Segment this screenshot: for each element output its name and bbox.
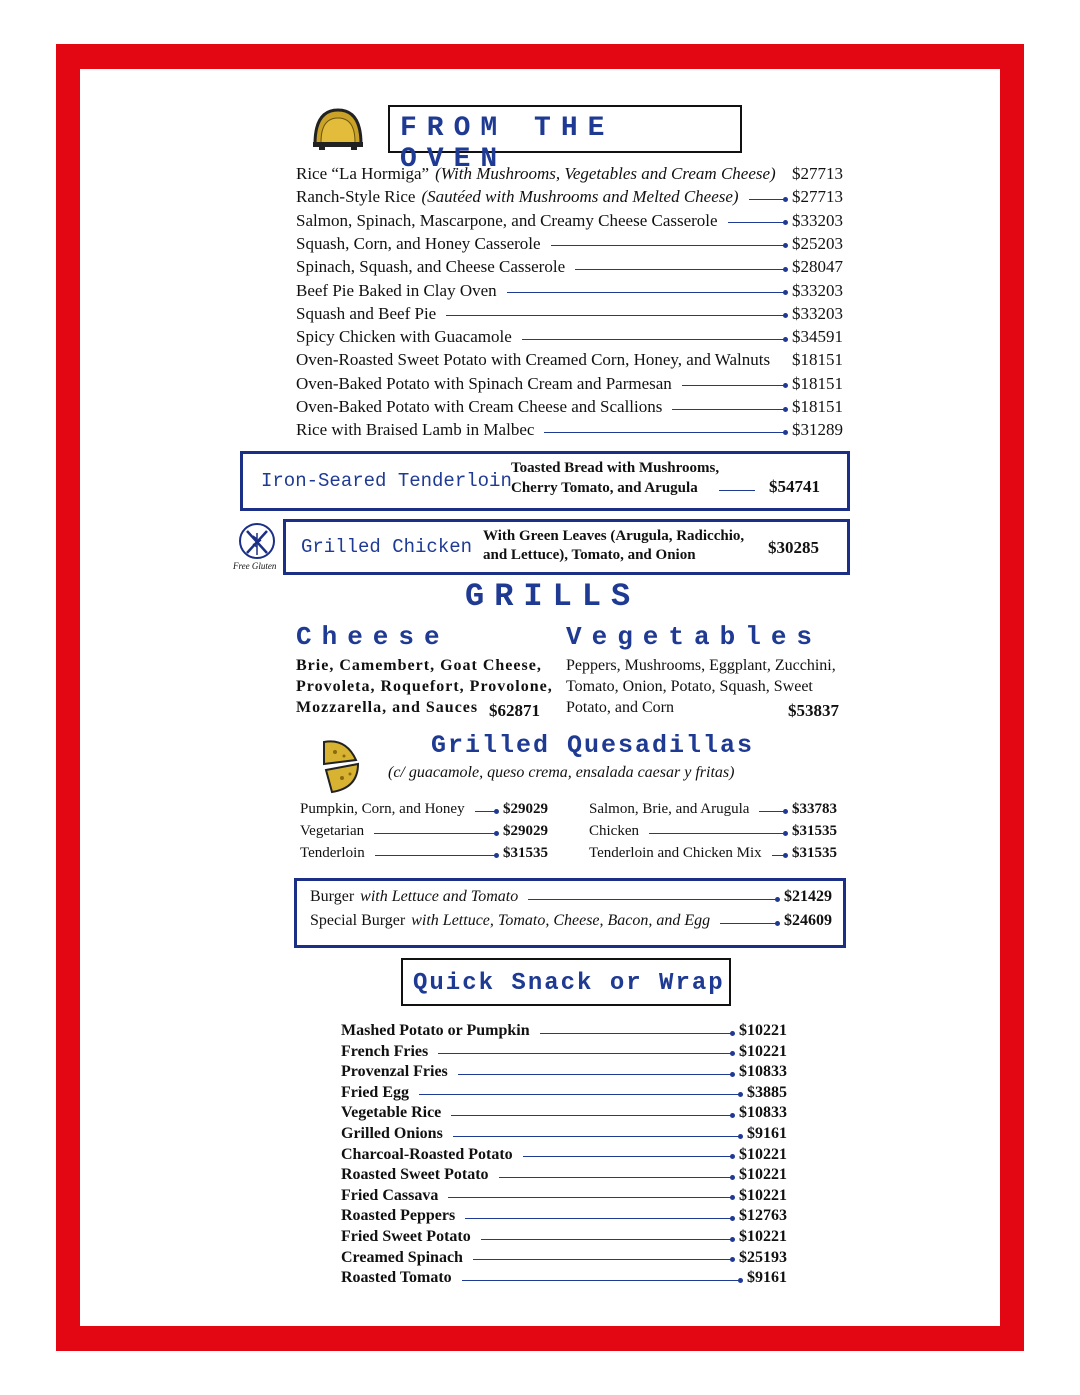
tenderloin-leader xyxy=(719,490,755,491)
item-name: Rice “La Hormiga” xyxy=(296,164,430,183)
item-name: Roasted Tomato xyxy=(341,1269,452,1287)
item-price: $27713 xyxy=(792,187,843,207)
oven-item xyxy=(296,187,843,207)
leader-line xyxy=(523,1156,733,1157)
vegetables-price: $53837 xyxy=(788,701,839,720)
item-price: $25193 xyxy=(739,1248,787,1266)
item-description: with Lettuce, Tomato, Cheese, Bacon, and Egg xyxy=(411,912,711,929)
item-name: Grilled Onions xyxy=(341,1125,443,1142)
item-name: Burger xyxy=(310,888,355,905)
item-name: Rice with Braised Lamb in Malbec xyxy=(296,420,535,440)
tenderloin-desc-1: Toasted Bread with Mushrooms, xyxy=(511,460,720,476)
snack-item xyxy=(341,1187,787,1205)
leader-line xyxy=(540,1033,733,1034)
leader-line xyxy=(451,1115,733,1116)
item-name: Roasted Sweet Potato xyxy=(341,1166,489,1184)
oven-title: FROM THE OVEN xyxy=(400,113,615,175)
cheese-line-3: Mozzarella, and Sauces xyxy=(296,699,479,716)
item-price: $10221 xyxy=(739,1228,787,1245)
leader-line xyxy=(419,1094,741,1095)
item-price: $10221 xyxy=(739,1145,787,1163)
item-price: $31289 xyxy=(792,420,843,440)
item-description: (With Mushrooms, Vegetables and Cream Cheese) xyxy=(435,164,776,183)
leader-line xyxy=(772,855,786,856)
leader-line xyxy=(528,899,778,900)
cheese-line-1: Brie, Camembert, Goat Cheese, xyxy=(296,657,542,674)
burger-item xyxy=(310,888,832,906)
item-price: $10221 xyxy=(739,1186,787,1204)
item-price: $24609 xyxy=(784,912,832,929)
item-price: $25203 xyxy=(792,233,843,253)
leader-line xyxy=(749,199,786,200)
snack-item xyxy=(341,1104,787,1122)
item-name: Chicken xyxy=(589,823,639,839)
snack-item xyxy=(341,1063,787,1081)
item-name: Pumpkin, Corn, and Honey xyxy=(300,801,465,817)
leader-line xyxy=(438,1053,733,1054)
snack-item xyxy=(341,1166,787,1184)
item-name: Oven-Roasted Sweet Potato with Creamed Corn, Honey, and Walnuts xyxy=(296,350,771,370)
oven-item xyxy=(296,327,843,347)
oven-item xyxy=(296,374,843,394)
item-name: Vegetable Rice xyxy=(341,1104,442,1122)
vegetables-line-1: Peppers, Mushrooms, Eggplant, Zucchini, xyxy=(566,657,836,674)
clay-oven-icon xyxy=(311,106,365,150)
item-name: Provenzal Fries xyxy=(341,1063,448,1081)
item-price: $3885 xyxy=(747,1083,787,1101)
item-price: $28047 xyxy=(792,257,843,277)
grills-title: GRILLS xyxy=(465,578,641,615)
vegetables-line-2: Tomato, Onion, Potato, Squash, Sweet xyxy=(566,678,813,695)
item-name: Special Burger xyxy=(310,912,406,929)
chicken-price: $30285 xyxy=(768,538,819,557)
tenderloin-title: Iron-Seared Tenderloin xyxy=(261,470,512,492)
leader-line xyxy=(551,245,786,246)
item-name: Vegetarian xyxy=(300,823,365,839)
snack-item xyxy=(341,1125,787,1143)
item-name: Roasted Peppers xyxy=(341,1207,456,1225)
snack-title-box xyxy=(401,958,731,1006)
oven-item xyxy=(296,397,843,417)
leader-line xyxy=(453,1136,741,1137)
cheese-price: $62871 xyxy=(489,701,540,720)
item-price: $31535 xyxy=(792,823,837,839)
item-name: Tenderloin xyxy=(300,845,365,861)
item-price: $18151 xyxy=(792,350,843,370)
snack-item xyxy=(341,1084,787,1102)
item-name: Fried Egg xyxy=(341,1083,409,1101)
item-price: $18151 xyxy=(792,397,843,416)
leader-line xyxy=(649,833,786,834)
chicken-desc-1: With Green Leaves (Arugula, Radicchio, xyxy=(483,528,745,544)
item-price: $10221 xyxy=(739,1022,787,1039)
item-price: $31535 xyxy=(503,845,548,861)
item-price: $10833 xyxy=(739,1063,787,1081)
snack-item xyxy=(341,1228,787,1246)
snack-item xyxy=(341,1269,787,1287)
item-name: Squash and Beef Pie xyxy=(296,303,437,323)
item-name: Mashed Potato or Pumpkin xyxy=(341,1022,530,1039)
gluten-free-label: Free Gluten xyxy=(233,561,277,571)
item-name: Ranch-Style Rice xyxy=(296,187,416,207)
quesadilla-item xyxy=(589,845,837,862)
item-price: $33203 xyxy=(792,303,843,323)
snack-item xyxy=(341,1146,787,1164)
quesadillas-title: Grilled Quesadillas xyxy=(431,731,755,760)
oven-item xyxy=(296,164,843,184)
leader-line xyxy=(544,432,786,433)
leader-line xyxy=(575,269,786,270)
item-price: $21429 xyxy=(784,888,832,905)
item-name: Charcoal-Roasted Potato xyxy=(341,1145,513,1163)
item-price: $27713 xyxy=(792,164,843,183)
leader-line xyxy=(499,1177,733,1178)
item-price: $10833 xyxy=(739,1104,787,1122)
item-description: (Sautéed with Mushrooms and Melted Cheese) xyxy=(421,187,739,207)
item-name: Tenderloin and Chicken Mix xyxy=(589,845,762,861)
snack-item xyxy=(341,1043,787,1061)
item-name: Salmon, Brie, and Arugula xyxy=(589,801,750,817)
item-price: $12763 xyxy=(739,1207,787,1225)
item-price: $31535 xyxy=(792,845,837,861)
leader-line xyxy=(448,1197,733,1198)
item-name: Spicy Chicken with Guacamole xyxy=(296,327,512,347)
item-name: Beef Pie Baked in Clay Oven xyxy=(296,280,497,300)
item-name: Spinach, Squash, and Cheese Casserole xyxy=(296,257,566,277)
leader-line xyxy=(473,1259,733,1260)
item-price: $34591 xyxy=(792,327,843,347)
tenderloin-box xyxy=(240,451,850,511)
leader-line xyxy=(475,811,497,812)
quesadillas-subtitle: (c/ guacamole, queso crema, ensalada caesar y fritas) xyxy=(388,764,735,781)
cheese-line-2: Provoleta, Roquefort, Provolone, xyxy=(296,678,553,695)
snack-title: Quick Snack or Wrap xyxy=(413,970,725,997)
chicken-title: Grilled Chicken xyxy=(301,536,473,558)
quesadilla-icon xyxy=(320,736,362,794)
leader-line xyxy=(522,339,786,340)
item-price: $29029 xyxy=(503,823,548,839)
item-name: Creamed Spinach xyxy=(341,1248,463,1266)
vegetables-line-3: Potato, and Corn xyxy=(566,699,674,716)
tenderloin-desc-2: Cherry Tomato, and Arugula xyxy=(511,480,698,496)
item-price: $29029 xyxy=(503,801,548,817)
leader-line xyxy=(374,833,497,834)
quesadilla-item xyxy=(300,801,548,818)
snack-item xyxy=(341,1207,787,1225)
oven-item xyxy=(296,350,843,370)
leader-line xyxy=(446,315,786,316)
leader-line xyxy=(728,222,786,223)
leader-line xyxy=(759,811,786,812)
leader-line xyxy=(720,923,778,924)
item-name: Oven-Baked Potato with Spinach Cream and Parmesan xyxy=(296,373,672,393)
item-price: $10221 xyxy=(739,1166,787,1184)
oven-item xyxy=(296,234,843,254)
item-name: Fried Cassava xyxy=(341,1186,439,1204)
chicken-box xyxy=(283,519,850,575)
vegetables-title: Vegetables xyxy=(566,622,823,652)
item-price: $33203 xyxy=(792,280,843,300)
quesadilla-item xyxy=(300,823,548,840)
oven-item xyxy=(296,211,843,231)
item-name: French Fries xyxy=(341,1042,429,1060)
leader-line xyxy=(375,855,497,856)
oven-item xyxy=(296,304,843,324)
oven-item xyxy=(296,257,843,277)
item-name: Fried Sweet Potato xyxy=(341,1228,471,1245)
oven-item xyxy=(296,420,843,440)
quesadilla-item xyxy=(300,845,548,862)
item-price: $10221 xyxy=(739,1042,787,1060)
quesadilla-item xyxy=(589,823,837,840)
oven-item xyxy=(296,281,843,301)
tenderloin-price: $54741 xyxy=(769,477,820,496)
leader-line xyxy=(465,1218,733,1219)
item-price: $9161 xyxy=(747,1269,787,1287)
cheese-title: Cheese xyxy=(296,622,450,652)
leader-line xyxy=(462,1280,741,1281)
item-price: $18151 xyxy=(792,373,843,393)
chicken-desc-2: and Lettuce), Tomato, and Onion xyxy=(483,547,696,563)
quesadilla-item xyxy=(589,801,837,818)
leader-line xyxy=(481,1239,733,1240)
item-name: Squash, Corn, and Honey Casserole xyxy=(296,233,541,253)
leader-line xyxy=(672,409,786,410)
item-description: with Lettuce and Tomato xyxy=(360,888,519,905)
item-price: $33203 xyxy=(792,210,843,230)
item-price: $9161 xyxy=(747,1125,787,1142)
item-price: $33783 xyxy=(792,801,837,817)
leader-line xyxy=(682,385,786,386)
snack-item xyxy=(341,1022,787,1040)
leader-line xyxy=(507,292,786,293)
snack-item xyxy=(341,1249,787,1267)
burger-item xyxy=(310,912,832,930)
item-name: Salmon, Spinach, Mascarpone, and Creamy Cheese Casserole xyxy=(296,210,718,230)
leader-line xyxy=(458,1074,733,1075)
item-name: Oven-Baked Potato with Cream Cheese and Scallions xyxy=(296,397,663,416)
